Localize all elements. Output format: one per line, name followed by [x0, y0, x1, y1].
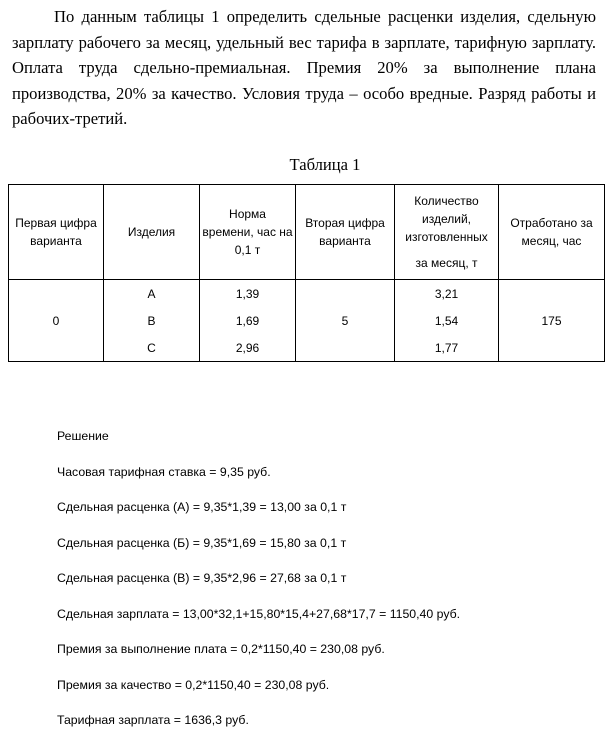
cell-second-digit: 5 — [296, 280, 395, 362]
header-product: Изделия — [104, 185, 200, 280]
solution-line: Сдельная расценка (Б) = 9,35*1,69 = 15,80 за 0,1 т — [57, 535, 347, 550]
cell-product: В — [104, 307, 200, 334]
cell-first-digit: 0 — [9, 280, 104, 362]
header-norm: Норма времени, час на 0,1 т — [200, 185, 296, 280]
cell-norm: 1,69 — [200, 307, 296, 334]
cell-product: А — [104, 280, 200, 308]
cell-norm: 2,96 — [200, 334, 296, 362]
header-first-digit: Первая цифра варианта — [9, 185, 104, 280]
header-quantity-line2: за месяц, т — [415, 256, 478, 270]
solution-line: Тарифная зарплата = 1636,3 руб. — [57, 713, 249, 727]
cell-quantity: 3,21 — [395, 280, 499, 308]
table-row — [9, 280, 605, 308]
solution-heading: Решение — [57, 429, 109, 443]
solution-line: Часовая тарифная ставка = 9,35 руб. — [57, 464, 271, 479]
solution-line: Премия за выполнение плата = 0,2*1150,40 = 230,08 руб. — [57, 642, 385, 656]
solution-line: Премия за качество = 0,2*1150,40 = 230,08 руб. — [57, 677, 330, 692]
solution-line: Сдельная расценка (А) = 9,35*1,39 = 13,00 за 0,1 т — [57, 500, 347, 514]
header-worked-hours: Отработано за месяц, час — [499, 185, 605, 280]
solution-section — [57, 426, 460, 746]
cell-quantity: 1,77 — [395, 334, 499, 362]
cell-norm: 1,39 — [200, 280, 296, 308]
variant-table — [8, 184, 605, 362]
solution-line: Сдельная расценка (В) = 9,35*2,96 = 27,68 за 0,1 т — [57, 571, 347, 585]
cell-product: С — [104, 334, 200, 362]
table-header-row — [9, 185, 605, 280]
table-title: Таблица 1 — [289, 155, 361, 174]
header-quantity — [395, 185, 499, 280]
header-quantity-line1: Количество изделий, изготовленных — [405, 194, 488, 244]
task-description: По данным таблицы 1 определить сдельные расценки изделия, сдельную зарплату рабочего за месяц, удельный вес тарифа в зарплате, тарифную зарплату. Оплата труда сдельно-премиальная. Премия 20% за выполнение плана производства, 20% за качество. Условия труда – особо вредные. Разряд работы и рабочих-третий. — [12, 7, 596, 129]
header-second-digit: Вторая цифра варианта — [296, 185, 395, 280]
cell-worked-hours: 175 — [499, 280, 605, 362]
cell-quantity: 1,54 — [395, 307, 499, 334]
solution-line: Сдельная зарплата = 13,00*32,1+15,80*15,4+27,68*17,7 = 1150,40 руб. — [57, 606, 461, 621]
